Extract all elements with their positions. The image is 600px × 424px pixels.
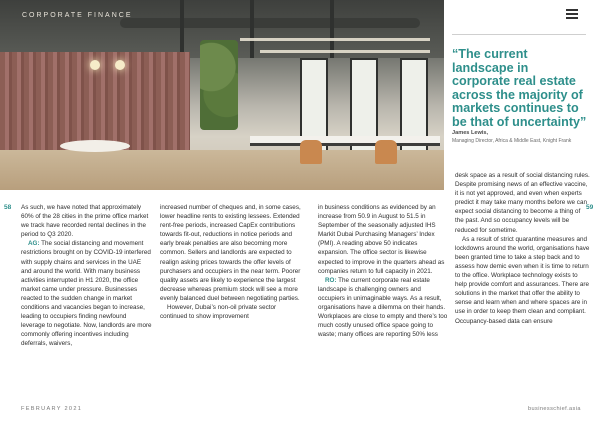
quote-author-role: Managing Director, Africa & Middle East, Knight Frank [452, 138, 572, 144]
text-column-4 [455, 171, 590, 326]
paragraph: As a result of strict quarantine measures and lockdowns around the world, organisations have been granted time to take a step back and to assess how demic even when it is time to return to the office. Workplace technology exists to help provide comfort and assurances. There are solutions in the market that offer the ability to sense and learn when and where spaces are in use in order to keep them clean and compliant. Occupancy-based data can ensure [455, 235, 590, 325]
paragraph-text: The current corporate real estate landscape is challenging owners and occupiers in unimaginable ways. As a result, organisations have a dilemma on their hands. Workplaces are close to empty and there’s too much costly unused office space going to waste; many offices are reporting 50% less [318, 276, 448, 339]
ceiling-beam [250, 0, 254, 58]
ceiling-light [260, 50, 430, 53]
hero-office-photo [0, 0, 444, 190]
pull-quote: “The current landscape in corporate real estate across the majority of markets continues to be that of uncertainty” [452, 47, 587, 129]
quote-author: James Lewis, [452, 130, 489, 136]
speaker-initials: AG: [28, 240, 40, 248]
hamburger-menu-icon[interactable] [566, 9, 578, 19]
plant-wall [200, 40, 238, 130]
paragraph: desk space as a result of social distancing rules. Despite promising news of an effective vaccine, it is not yet approved, and even when experts predict it may take many months before we can expect social distancing to become a thing of the past. And so occupancy levels will be reduced for sometime. [455, 172, 590, 234]
paragraph: in business conditions as evidenced by an increase from 50.9 in August to 51.5 in September of the seasonally adjusted IHS Markit Dubai Purchasing Managers’ Index (PMI). A reading above 50 indicates expansion. The office sector is likewise expected to improve in the quarters ahead as companies return to full capacity in 2021. [318, 204, 445, 275]
chair [300, 140, 322, 164]
paragraph: However, Dubai’s non-oil private sector continued to show improvement [160, 304, 277, 321]
footer-issue-date: FEBRUARY 2021 [21, 406, 83, 412]
window [400, 58, 428, 162]
text-column-2 [160, 203, 301, 321]
pendant-lamp [90, 60, 100, 70]
text-column-1 [21, 203, 152, 349]
ceiling-beam [180, 0, 184, 58]
page-number-right: 59 [586, 204, 594, 211]
paragraph [21, 239, 152, 348]
pendant-lamp [115, 60, 125, 70]
desk [250, 136, 440, 146]
ceiling-duct [120, 18, 420, 28]
paragraph: increased number of cheques and, in some cases, lower headline rents to existing lessees. Extended rent-free periods, increased CapEx contributions towards fit-out, reductions in notice periods and early break penalties are also becoming more common. Sellers and landlords are expected to realign asking prices towards the offer levels of purchasers and occupiers in the near term. Poorer quality assets are likely to experience the largest decrease whereas premium stock will see a more evenly balanced duel between negotiating parties. [160, 204, 301, 302]
paragraph [318, 276, 449, 340]
section-label: CORPORATE FINANCE [22, 12, 133, 19]
ceiling-light [240, 38, 430, 41]
footer-website: businesschief.asia [528, 406, 581, 412]
speaker-initials: RO: [325, 276, 337, 284]
page-number-left: 58 [4, 204, 12, 211]
paragraph: As such, we have noted that approximately 60% of the 28 cities in the prime office market we track have recorded rental declines in the period to Q3 2020. [21, 204, 149, 239]
chair [375, 140, 397, 164]
text-column-3 [318, 203, 449, 339]
meeting-table [60, 140, 130, 152]
window [350, 58, 378, 162]
divider [452, 34, 586, 35]
paragraph-text: The social distancing and movement restrictions brought on by COVID-19 interfered with supply chains and services in the UAE and around the world. With many business activities interrupted in H1 2020, the office market came under pressure. Businesses reacted to the sudden change in market conditions and vacancies began to increase, leading to occupiers finding newfound leverage to negotiate. Now, landlords are more commonly offering incentives including deferrals, waivers, [21, 240, 152, 348]
